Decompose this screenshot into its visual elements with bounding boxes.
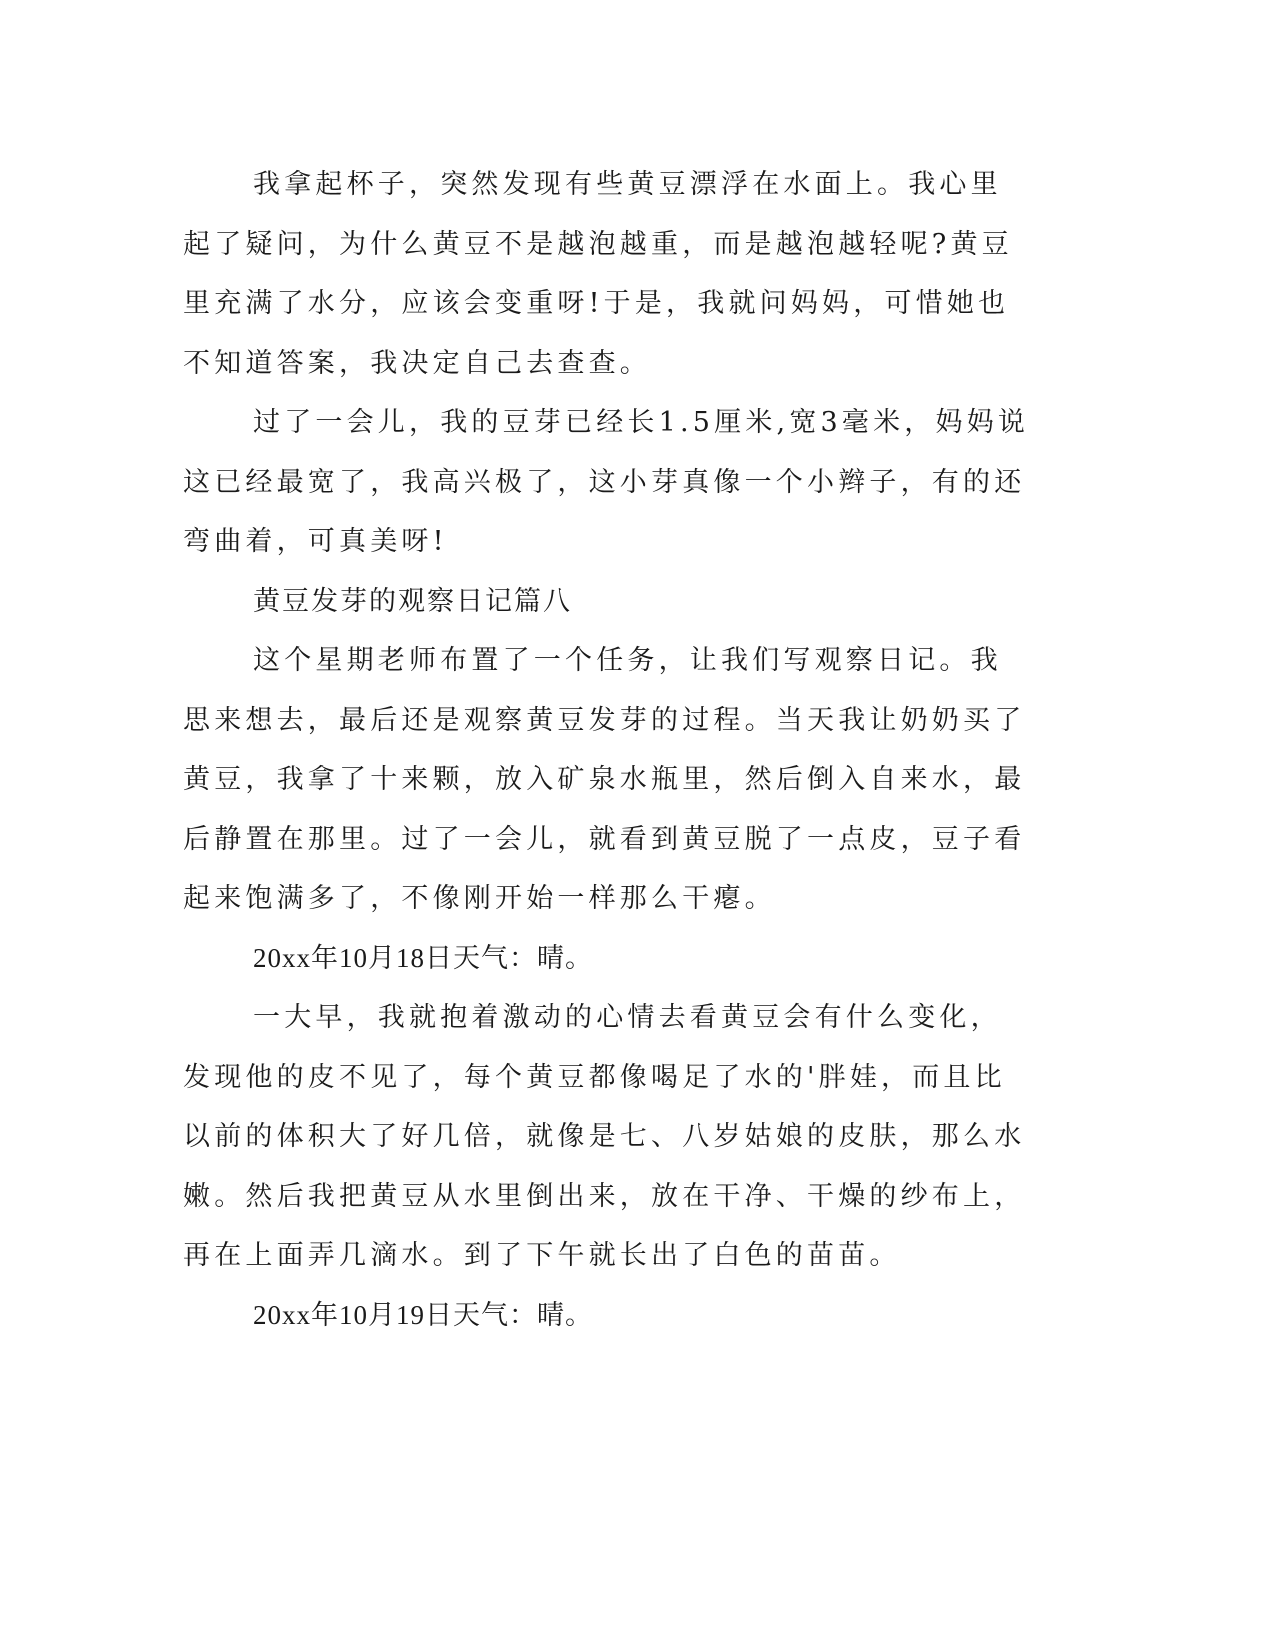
paragraph-assignment: 这个星期老师布置了一个任务，让我们写观察日记。我思来想去，最后还是观察黄豆发芽的过程。当天我让奶奶买了黄豆，我拿了十来颗，放入矿泉水瓶里，然后倒入自来水，最后静置在那里。过了一会儿，就看到黄豆脱了一点皮，豆子看起来饱满多了，不像刚开始一样那么干瘪。 [183,645,1026,914]
paragraph-soybeans-floating: 我拿起杯子，突然发现有些黄豆漂浮在水面上。我心里起了疑问，为什么黄豆不是越泡越重，而是越泡越轻呢?黄豆里充满了水分，应该会变重呀!于是，我就问妈妈，可惜她也不知道答案，我决定自己去查查。 [183,169,1013,379]
diary-date-oct-19: 20xx年10月19日天气：晴。 [253,1299,593,1330]
diary-date-oct-18: 20xx年10月18日天气：晴。 [253,942,593,973]
paragraph-sprout-measurement: 过了一会儿，我的豆芽已经长1.5厘米,宽3毫米，妈妈说这已经最宽了，我高兴极了，这小芽真像一个小辫子，有的还弯曲着，可真美呀! [183,407,1030,557]
paragraph-morning-observation: 一大早，我就抱着激动的心情去看黄豆会有什么变化，发现他的皮不见了，每个黄豆都像喝足了水的'胖娃，而且比以前的体积大了好几倍，就像是七、八岁姑娘的皮肤，那么水嫩。然后我把黄豆从水里倒出来，放在干净、干燥的纱布上，再在上面弄几滴水。到了下午就长出了白色的苗苗。 [183,1002,1026,1271]
document-body [183,155,1031,1345]
section-heading: 黄豆发芽的观察日记篇八 [253,585,572,617]
